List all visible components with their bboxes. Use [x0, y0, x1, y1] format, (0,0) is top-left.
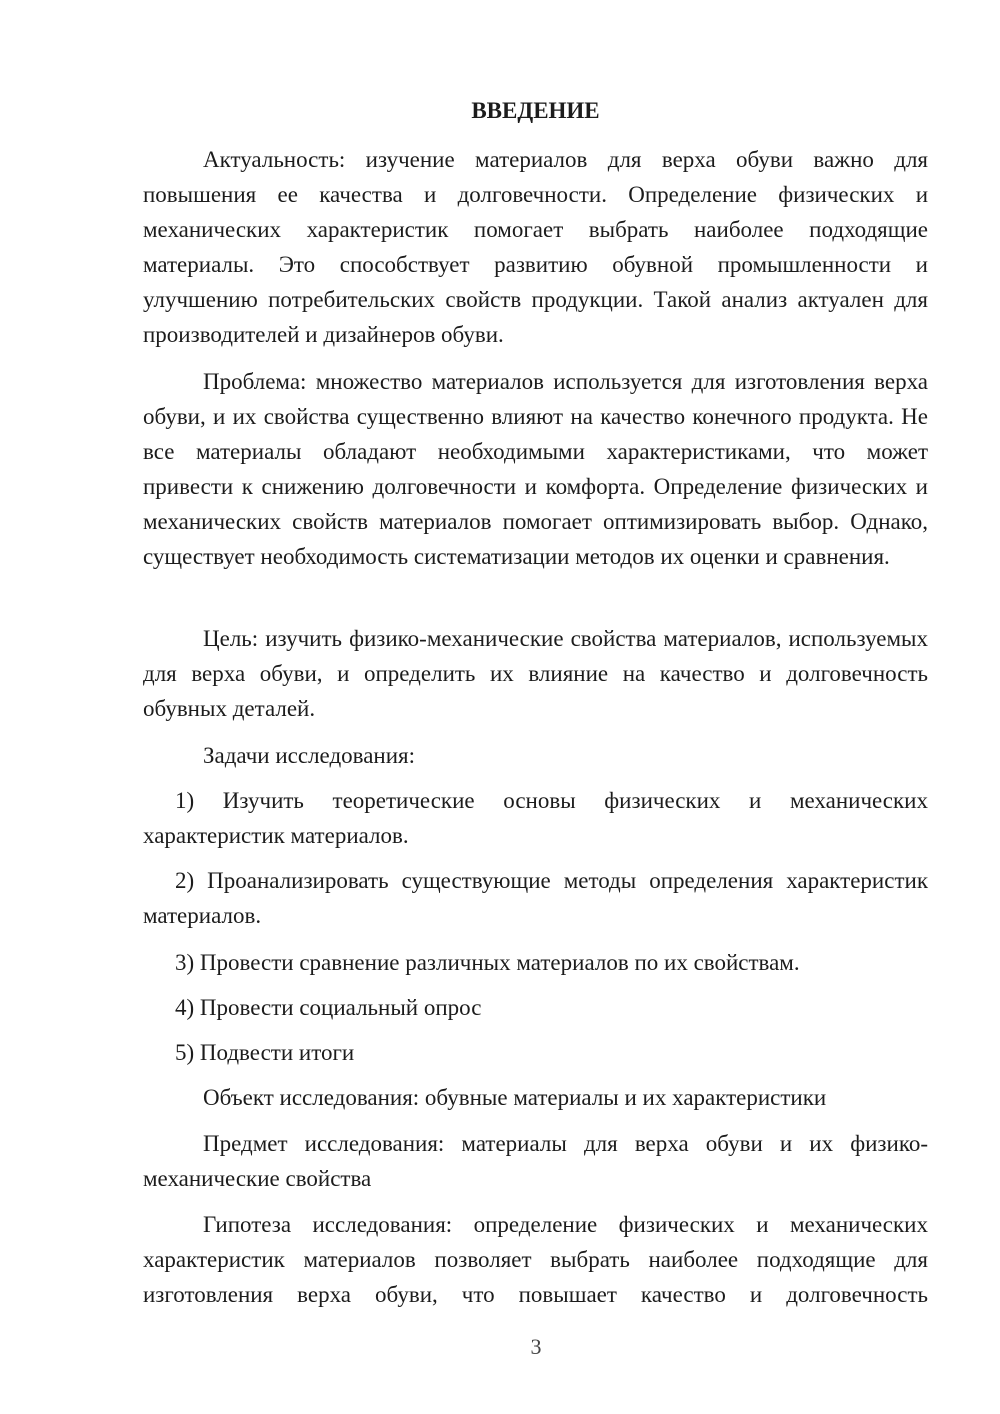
- hypothesis-paragraph: Гипотеза исследования: определение физических и механических характеристик материалов позволяет выбрать наиболее подходящие для изготовления верха обуви, что повышает качество и долговечность: [143, 1212, 928, 1307]
- relevance-paragraph: Актуальность: изучение материалов для верха обуви важно для повышения ее качества и долговечности. Определение физических и механических характеристик помогает выбрать наиболее подходящие материалы. Это способствует развитию обувной промышленности и улучшению потребительских свойств продукции. Такой анализ актуален для производителей и дизайнеров обуви.: [143, 147, 928, 347]
- task-item-4: 4) Провести социальный опрос: [175, 995, 482, 1020]
- page-number: 3: [530, 1334, 542, 1359]
- task-item-2: 2) Проанализировать существующие методы определения характеристик материалов.: [143, 868, 928, 928]
- tasks-title: Задачи исследования:: [203, 743, 416, 768]
- task-item-1: 1) Изучить теоретические основы физических и механических характеристик материалов.: [143, 788, 928, 848]
- subject-paragraph: Предмет исследования: материалы для верха обуви и их физико-механические свойства: [143, 1131, 928, 1191]
- page-title: ВВЕДЕНИЕ: [471, 98, 600, 123]
- problem-paragraph: Проблема: множество материалов используется для изготовления верха обуви, и их свойства существенно влияют на качество конечного продукта. Не все материалы обладают необходимыми характеристиками, что может привести к снижению долговечности и комфорта. Определение физических и механических свойств материалов помогает оптимизировать выбор. Однако, существует необходимость систематизации методов их оценки и сравнения.: [143, 369, 928, 569]
- task-item-3: 3) Провести сравнение различных материалов по их свойствам.: [175, 950, 800, 975]
- task-item-5: 5) Подвести итоги: [175, 1040, 355, 1065]
- goal-paragraph: Цель: изучить физико-механические свойства материалов, используемых для верха обуви, и определить их влияние на качество и долговечность обувных деталей.: [143, 626, 928, 721]
- object-paragraph: Объект исследования: обувные материалы и их характеристики: [203, 1085, 827, 1110]
